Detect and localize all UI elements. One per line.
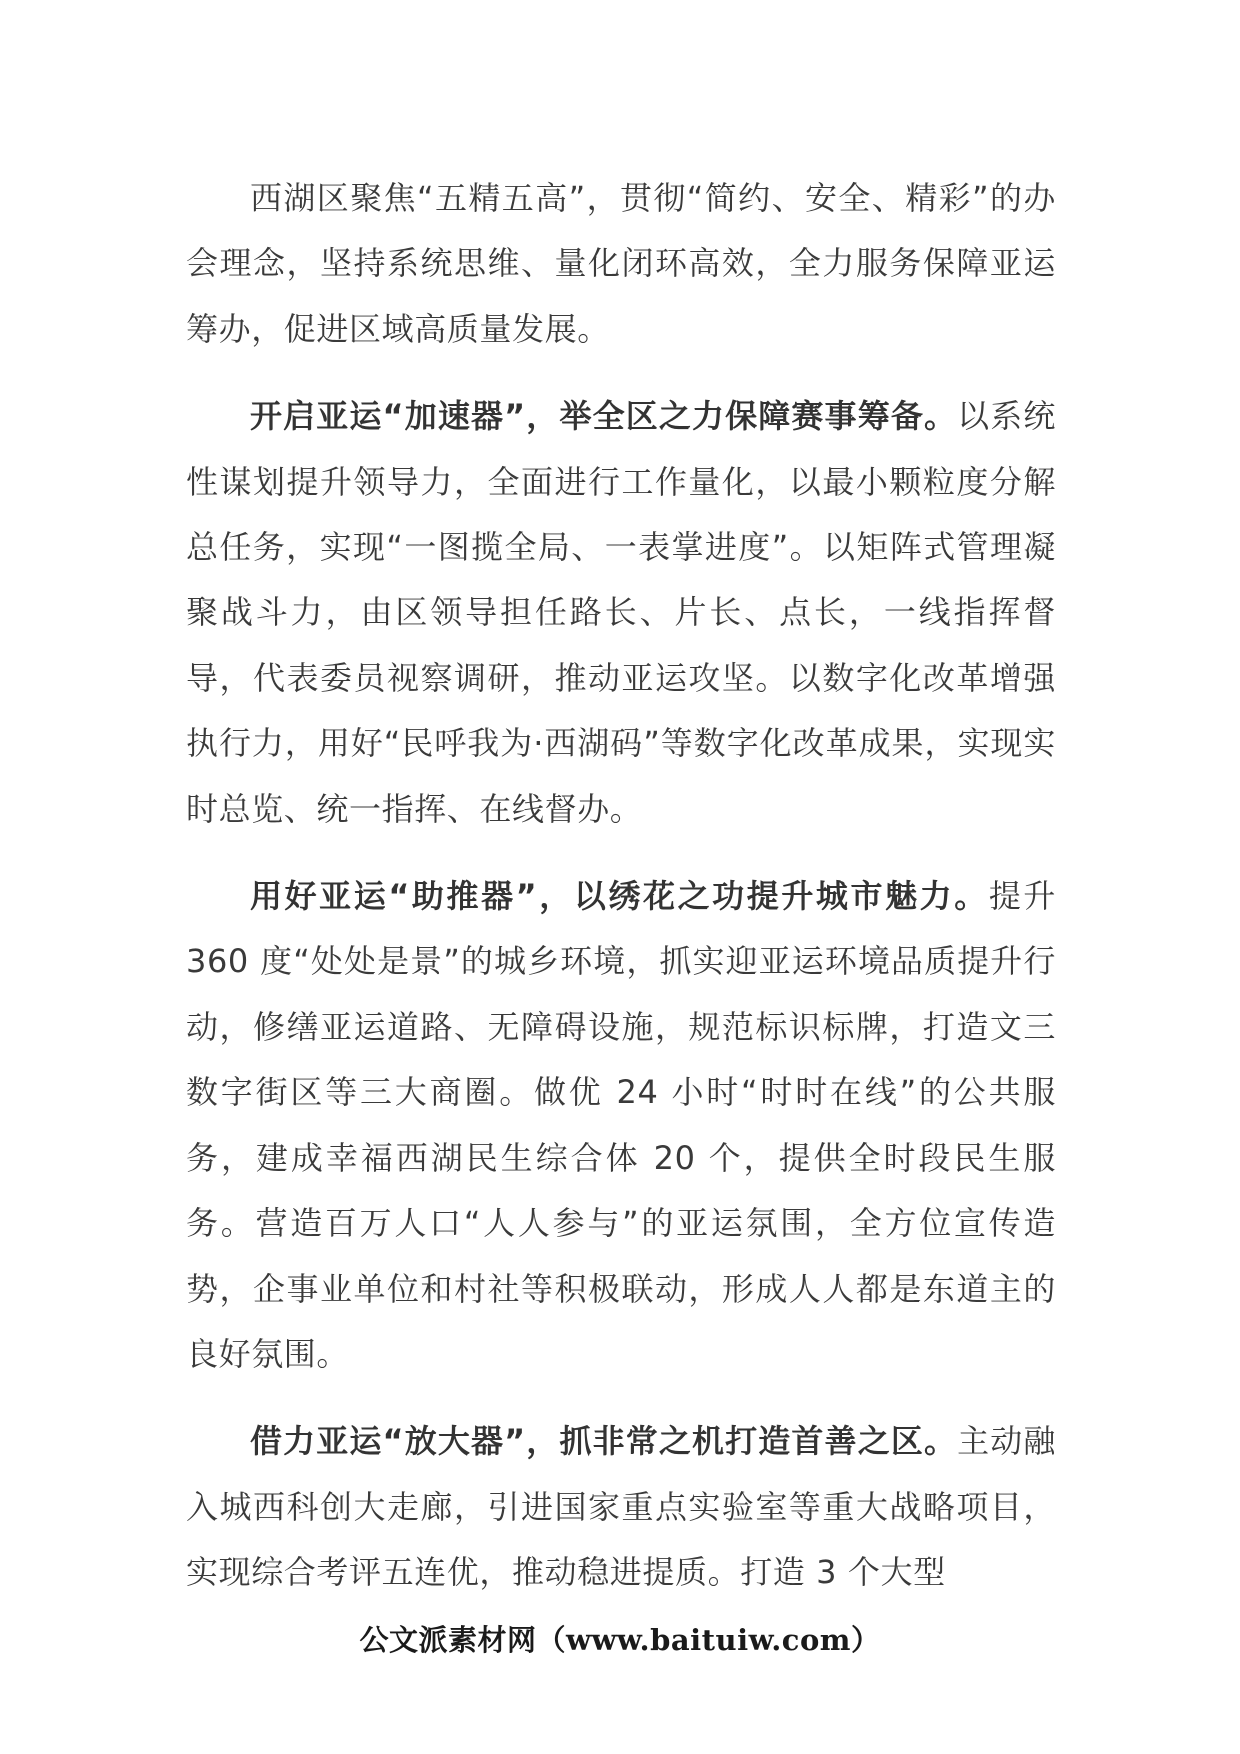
paragraph-text: 西湖区聚焦“五精五高”，贯彻“简约、安全、精彩”的办会理念，坚持系统思维、量化闭环高效，全力服务保障亚运筹办，促进区域高质量发展。 [186, 179, 1056, 348]
paragraph-accelerator [186, 384, 1056, 842]
paragraph-intro [186, 166, 1056, 362]
paragraph-booster [186, 864, 1056, 1387]
paragraph-text: 以系统性谋划提升领导力，全面进行工作量化，以最小颗粒度分解总任务，实现“一图揽全局、一表掌进度”。以矩阵式管理凝聚战斗力，由区领导担任路长、片长、点长，一线指挥督导，代表委员视察调研，推动亚运攻坚。以数字化改革增强执行力，用好“民呼我为·西湖码”等数字化改革成果，实现实时总览、统一指挥、在线督办。 [186, 397, 1056, 828]
paragraph-text: 主动融入城西科创大走廊，引进国家重点实验室等重大战略项目，实现综合考评五连优，推动稳进提质。打造 3 个大型 [186, 1422, 1056, 1592]
paragraph-lead: 借力亚运“放大器”，抓非常之机打造首善之区。 [250, 1422, 958, 1461]
paragraph-lead: 开启亚运“加速器”，举全区之力保障赛事筹备。 [250, 397, 958, 436]
paragraph-amplifier [186, 1409, 1056, 1605]
footer-watermark: 公文派素材网（www.baituiw.com） [359, 1623, 881, 1657]
document-body [186, 166, 1056, 1628]
paragraph-text: 提升 360 度“处处是景”的城乡环境，抓实迎亚运环境品质提升行动，修缮亚运道路、无障碍设施，规范标识标牌，打造文三数字街区等三大商圈。做优 24 小时“时时在线”的公共服务，建成幸福西湖民生综合体 20 个，提供全时段民生服务。营造百万人口“人人参与”的亚运氛围，全方位宣传造势，企事业单位和村社等积极联动，形成人人都是东道主的良好氛围。 [186, 877, 1057, 1373]
paragraph-lead: 用好亚运“助推器”，以绣花之功提升城市魅力。 [250, 877, 989, 916]
